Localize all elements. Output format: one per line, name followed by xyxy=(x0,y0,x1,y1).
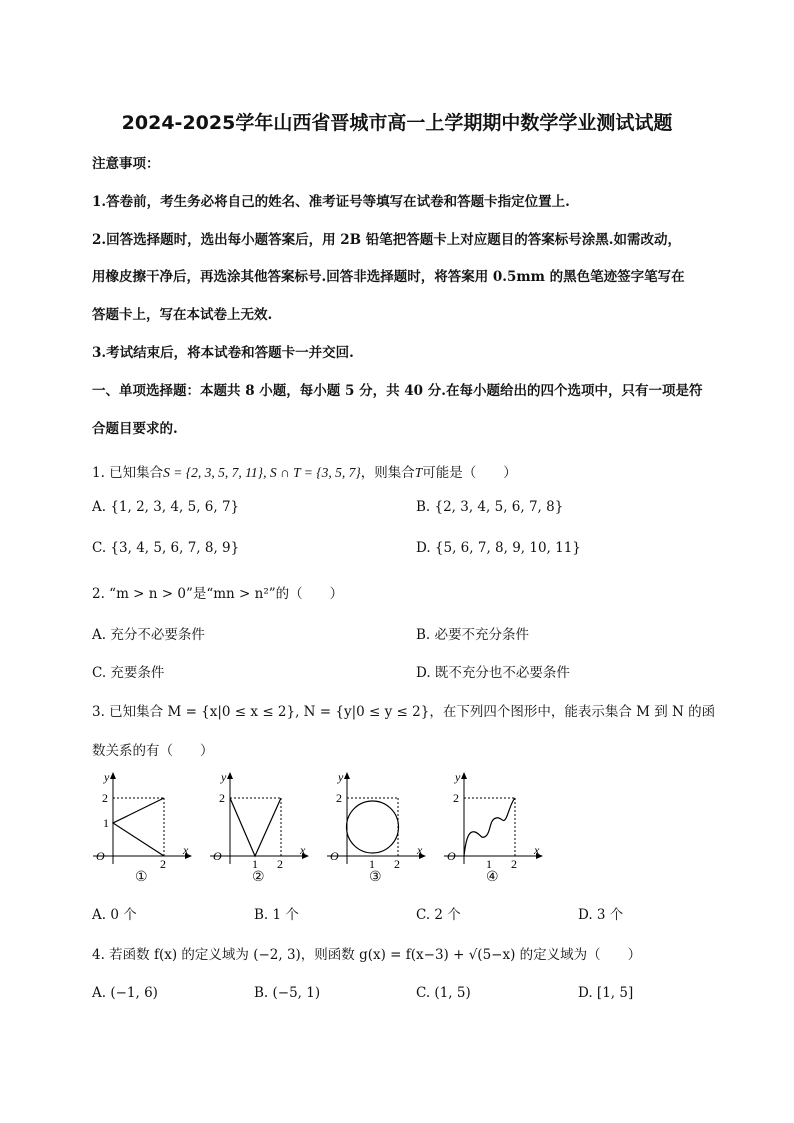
section-1-intro-line-1: 一、单项选择题：本题共 8 小题，每小题 5 分，共 40 分.在每小题给出的四个选项中，只有一项是符 xyxy=(92,383,703,399)
question-1-option-d: D. {5, 6, 7, 8, 9, 10, 11} xyxy=(416,540,581,556)
page-title: 2024-2025学年山西省晋城市高一上学期期中数学学业测试试题 xyxy=(121,112,673,134)
graph-3 xyxy=(322,768,432,872)
y-axis-label: y xyxy=(221,770,227,784)
x-axis-label: x xyxy=(534,843,540,857)
y-axis-label: y xyxy=(338,770,344,784)
question-3-option-d: D. 3 个 xyxy=(578,907,624,923)
origin-label: O xyxy=(330,849,339,863)
question-4-option-d: D. [1, 5] xyxy=(578,985,634,1001)
question-3-stem-line-2: 数关系的有（ ） xyxy=(92,743,214,759)
graph-2 xyxy=(205,768,315,872)
question-2-option-c: C. 充要条件 xyxy=(92,665,165,681)
x-axis-label: x xyxy=(183,843,189,857)
tick-2-x-label: 2 xyxy=(394,857,400,871)
tick-2-label: 2 xyxy=(102,791,108,805)
x-axis-label: x xyxy=(417,843,423,857)
tick-2-x-label: 2 xyxy=(277,857,283,871)
question-2-option-a: A. 充分不必要条件 xyxy=(92,627,205,643)
question-1-option-b: B. {2, 3, 4, 5, 6, 7, 8} xyxy=(416,499,564,515)
tick-1-x-label: 1 xyxy=(486,857,492,871)
origin-label: O xyxy=(213,849,222,863)
notice-item-1: 1.答卷前，考生务必将自己的姓名、准考证号等填写在试卷和答题卡指定位置上. xyxy=(92,194,570,210)
notice-item-2-line-2: 用橡皮擦干净后，再选涂其他答案标号.回答非选择题时，将答案用 0.5mm 的黑色笔迹签字笔写在 xyxy=(92,269,685,285)
question-2-stem: 2. “m > n > 0”是“mn > n²”的（ ） xyxy=(92,586,344,602)
origin-label: O xyxy=(96,849,105,863)
notice-item-2-line-1: 2.回答选择题时，选出每小题答案后，用 2B 铅笔把答题卡上对应题目的答案标号涂黑.如需改动， xyxy=(92,232,681,248)
question-3-option-a: A. 0 个 xyxy=(92,907,137,923)
question-4-option-b: B. (−5, 1) xyxy=(254,985,321,1001)
question-4-option-c: C. (1, 5) xyxy=(416,985,471,1001)
graph-3-caption: ③ xyxy=(369,869,382,885)
notice-item-3: 3.考试结束后，将本试卷和答题卡一并交回. xyxy=(92,345,354,361)
question-1-option-a: A. {1, 2, 3, 4, 5, 6, 7} xyxy=(92,499,240,515)
question-4-stem: 4. 若函数 f(x) 的定义域为 (−2, 3)，则函数 g(x) = f(x−3) + √(5−x) 的定义域为（ ） xyxy=(92,947,642,963)
question-3-option-c: C. 2 个 xyxy=(416,907,461,923)
y-axis-label: y xyxy=(455,770,461,784)
graph-4 xyxy=(439,768,549,872)
question-1-option-c: C. {3, 4, 5, 6, 7, 8, 9} xyxy=(92,540,240,556)
question-3-option-b: B. 1 个 xyxy=(254,907,299,923)
tick-2-label: 2 xyxy=(219,791,225,805)
tick-2-x-label: 2 xyxy=(511,857,517,871)
tick-1-x-label: 1 xyxy=(252,857,258,871)
notice-item-2-line-3: 答题卡上，写在本试卷上无效. xyxy=(92,307,273,323)
tick-2-x-label: 2 xyxy=(160,857,166,871)
question-2-option-b: B. 必要不充分条件 xyxy=(416,627,530,643)
graph-1 xyxy=(88,768,198,872)
question-2-option-d: D. 既不充分也不必要条件 xyxy=(416,665,570,681)
tick-2-label: 2 xyxy=(453,791,459,805)
y-axis-label: y xyxy=(104,770,110,784)
graph-4-caption: ④ xyxy=(486,869,499,885)
graph-2-caption: ② xyxy=(252,869,265,885)
question-4-option-a: A. (−1, 6) xyxy=(92,985,158,1001)
section-1-intro-line-2: 合题目要求的. xyxy=(92,421,178,437)
x-axis-label: x xyxy=(300,843,306,857)
question-1-stem: 1. 已知集合S = {2, 3, 5, 7, 11}, S ∩ T = {3, 5, 7}，则集合T可能是（ ） xyxy=(92,465,517,481)
tick-1-x-label: 1 xyxy=(369,857,375,871)
notice-heading: 注意事项： xyxy=(92,156,160,172)
tick-2-label: 2 xyxy=(336,791,342,805)
question-3-stem-line-1: 3. 已知集合 M = {x|0 ≤ x ≤ 2}, N = {y|0 ≤ y ≤ 2}，在下列四个图形中，能表示集合 M 到 N 的函 xyxy=(92,704,716,720)
origin-label: O xyxy=(447,849,456,863)
tick-1-label: 1 xyxy=(103,816,109,830)
graph-1-caption: ① xyxy=(135,869,148,885)
